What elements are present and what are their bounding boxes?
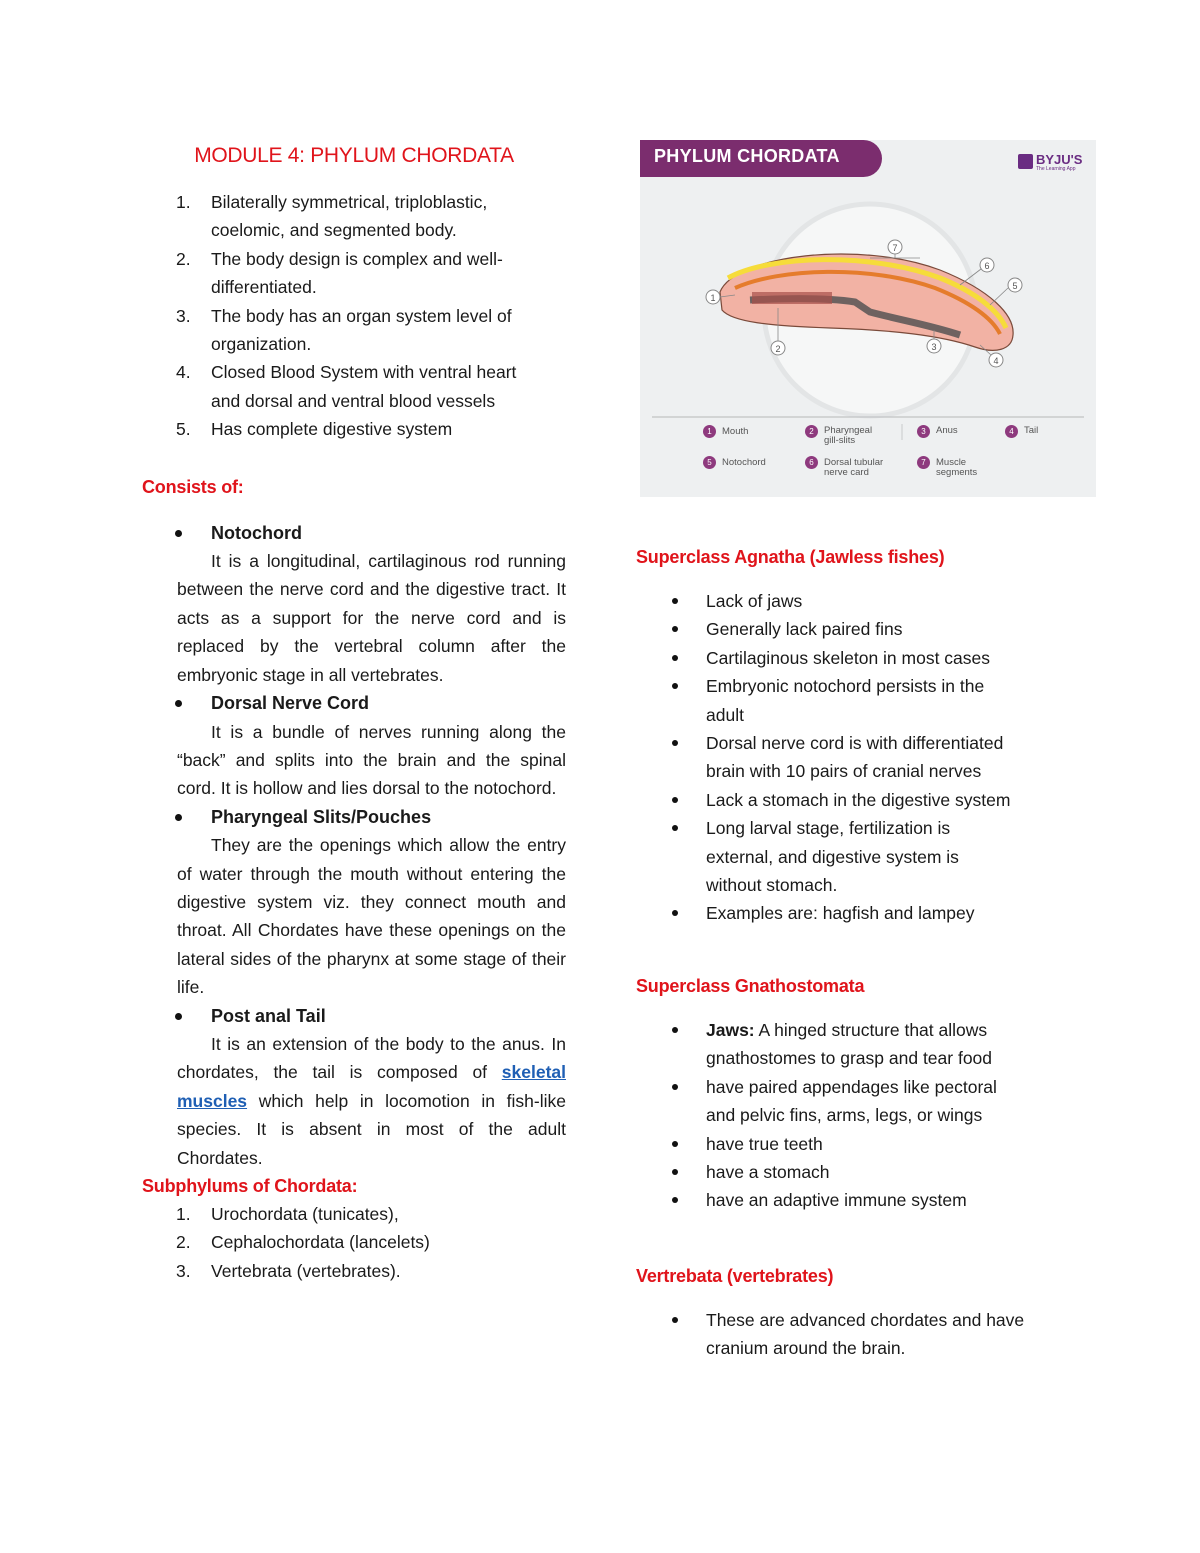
feature-nerve-cord <box>142 689 566 803</box>
left-column <box>142 140 566 1285</box>
line: cranium around the brain. <box>706 1338 906 1359</box>
legend-number: 2 <box>805 425 818 438</box>
line: These are advanced chordates and have <box>706 1309 1025 1330</box>
list-item <box>142 188 566 245</box>
line: organization. <box>211 334 312 355</box>
bullet-icon <box>672 740 678 746</box>
line: without stomach. <box>706 875 838 896</box>
list-number: 2. <box>176 1232 191 1253</box>
characteristics-list <box>142 188 566 444</box>
list-item <box>636 1073 1096 1130</box>
line: and dorsal and ventral blood vessels <box>211 390 496 411</box>
line: Lack of jaws <box>706 591 803 611</box>
list-number: 1. <box>176 192 191 212</box>
line: and pelvic fins, arms, legs, or wings <box>706 1105 983 1126</box>
bullet-icon <box>672 1197 678 1203</box>
list-item <box>142 415 566 443</box>
skeletal-muscles-link[interactable]: skeletal muscles <box>177 1062 566 1111</box>
vertebrata-heading: Vertrebata (vertebrates) <box>636 1265 834 1286</box>
vertebrata-list <box>636 1306 1096 1363</box>
list-item <box>142 245 566 302</box>
feature-description: They are the openings which allow the entry of water through the mouth without entering the digestive system viz. they connect mouth and throat. All Chordates have these openings on the lateral sides of the pharynx at some stage of their life. <box>177 835 566 998</box>
line: Closed Blood System with ventral heart <box>211 362 517 383</box>
label-number: 6 <box>984 261 990 271</box>
label-number: 1 <box>710 293 716 303</box>
legend-label: Muscle segments <box>936 457 978 478</box>
legend-number: 3 <box>917 425 930 438</box>
list-item <box>636 1130 1096 1158</box>
line: Long larval stage, fertilization is <box>706 818 951 839</box>
chordata-diagram <box>640 140 1096 497</box>
bullet-icon <box>672 797 678 803</box>
feature-pharyngeal <box>142 803 566 1002</box>
line: have paired appendages like pectoral <box>706 1076 997 1097</box>
feature-description <box>177 1030 566 1172</box>
list-item <box>636 615 1096 643</box>
bullet-icon <box>175 700 182 707</box>
line: adult <box>706 704 744 725</box>
legend-label: Anus <box>936 425 958 436</box>
bullet-icon <box>672 910 678 916</box>
list-number: 5. <box>176 419 191 440</box>
bullet-icon <box>175 814 182 821</box>
legend-label: Tail <box>1024 425 1039 436</box>
gill-region <box>752 292 832 304</box>
page-title-wrap <box>142 140 566 176</box>
bullet-icon <box>672 683 678 689</box>
legend-label: Notochord <box>722 457 766 468</box>
line: Dorsal nerve cord is with differentiated <box>706 733 1004 754</box>
list-item <box>636 729 1096 786</box>
line: have true teeth <box>706 1133 823 1154</box>
bullet-icon <box>175 1013 182 1020</box>
line: have a stomach <box>706 1161 830 1182</box>
list-item <box>636 786 1096 814</box>
list-item <box>142 358 566 415</box>
line: Embryonic notochord persists in the <box>706 676 985 697</box>
legend-number: 4 <box>1005 425 1018 438</box>
line: brain with 10 pairs of cranial nerves <box>706 761 982 782</box>
line: Bilaterally symmetrical, triploblastic, <box>211 192 488 212</box>
line: A hinged structure that allows <box>754 1019 988 1040</box>
bullet-icon <box>672 598 678 604</box>
line: Examples are: hagfish and lampey <box>706 903 975 924</box>
line: Lack a stomach in the digestive system <box>706 789 1011 810</box>
feature-term: Pharyngeal Slits/Pouches <box>211 806 432 827</box>
legend-number: 6 <box>805 456 818 469</box>
line: gnathostomes to grasp and tear food <box>706 1048 993 1069</box>
banner-text: PHYLUM CHORDATA <box>654 146 840 166</box>
legend-number: 1 <box>703 425 716 438</box>
line: Cephalochordata (lancelets) <box>211 1232 430 1253</box>
list-item <box>142 1200 566 1228</box>
feature-term: Dorsal Nerve Cord <box>211 693 370 714</box>
gnathostomata-list <box>636 1016 1096 1215</box>
bullet-icon <box>672 1141 678 1147</box>
list-number: 1. <box>176 1204 191 1224</box>
bullet-icon <box>672 825 678 831</box>
bullet-icon <box>672 1169 678 1175</box>
line: differentiated. <box>211 277 317 298</box>
label-number: 3 <box>931 342 937 352</box>
list-number: 2. <box>176 248 191 269</box>
feature-tail <box>142 1002 566 1172</box>
feature-term: Notochord <box>211 522 302 543</box>
list-number: 3. <box>176 1260 191 1281</box>
line: have an adaptive immune system <box>706 1190 967 1211</box>
legend-number: 7 <box>917 456 930 469</box>
features-list <box>142 519 566 1172</box>
logo-text: BYJU'S <box>1036 152 1083 167</box>
feature-notochord <box>142 519 566 689</box>
list-item <box>636 587 1096 615</box>
list-item <box>636 899 1096 927</box>
bullet-icon <box>672 626 678 632</box>
line: Vertebrata (vertebrates). <box>211 1260 401 1281</box>
jaws-term: Jaws: <box>706 1019 755 1040</box>
list-item <box>142 302 566 359</box>
bullet-icon <box>175 530 182 537</box>
list-item <box>636 1016 1096 1073</box>
text-before: It is an extension of the body to the anus. In chordates, the tail is composed of <box>177 1033 566 1083</box>
bullet-icon <box>672 1027 678 1033</box>
line: Has complete digestive system <box>211 419 453 440</box>
list-number: 3. <box>176 305 191 326</box>
bullet-icon <box>672 1084 678 1090</box>
line: coelomic, and segmented body. <box>211 220 457 241</box>
list-item <box>142 1257 566 1285</box>
feature-term: Post anal Tail <box>211 1005 326 1026</box>
feature-description: It is a longitudinal, cartilaginous rod running between the nerve cord and the digestive tract. It acts as a support for the nerve cord and is replaced by the vertebral column after the embryonic stage in all vertebrates. <box>177 551 566 685</box>
legend-label: Mouth <box>722 426 749 437</box>
subphylums-list <box>142 1200 566 1285</box>
line: Urochordata (tunicates), <box>211 1204 399 1224</box>
page-title: MODULE 4: PHYLUM CHORDATA <box>194 144 514 167</box>
list-item <box>636 644 1096 672</box>
label-number: 5 <box>1012 281 1018 291</box>
right-column <box>636 543 1096 1363</box>
label-number: 7 <box>892 243 898 253</box>
line: The body design is complex and well- <box>211 248 503 269</box>
bullet-icon <box>672 1317 678 1323</box>
list-number: 4. <box>176 362 191 383</box>
line: Cartilaginous skeleton in most cases <box>706 647 991 668</box>
list-item <box>636 1186 1096 1214</box>
text-after: which help in locomotion in fish-like species. It is absent in most of the adult Chordates. <box>177 1090 566 1168</box>
feature-description: It is a bundle of nerves running along the “back” and splits into the brain and the spinal cord. It is hollow and lies dorsal to the notochord. <box>177 721 566 799</box>
label-number: 2 <box>775 344 781 354</box>
list-item <box>636 814 1096 899</box>
label-number: 4 <box>993 356 999 366</box>
legend-number: 5 <box>703 456 716 469</box>
logo-subtext: The Learning App <box>1036 166 1076 172</box>
agnatha-heading: Superclass Agnatha (Jawless fishes) <box>636 547 945 567</box>
list-item <box>636 672 1096 729</box>
legend-label: Dorsal tubular nerve card <box>824 457 884 478</box>
list-item <box>142 1228 566 1256</box>
bullet-icon <box>672 655 678 661</box>
list-item <box>636 1158 1096 1186</box>
line: Generally lack paired fins <box>706 619 903 640</box>
agnatha-list <box>636 587 1096 928</box>
consists-heading: Consists of: <box>142 476 244 497</box>
list-item <box>636 1306 1096 1363</box>
subphylums-heading: Subphylums of Chordata: <box>142 1176 358 1196</box>
line: The body has an organ system level of <box>211 305 512 326</box>
legend-label: Pharyngeal gill-slits <box>824 425 873 446</box>
line: external, and digestive system is <box>706 846 959 867</box>
gnathostomata-heading: Superclass Gnathostomata <box>636 975 865 996</box>
